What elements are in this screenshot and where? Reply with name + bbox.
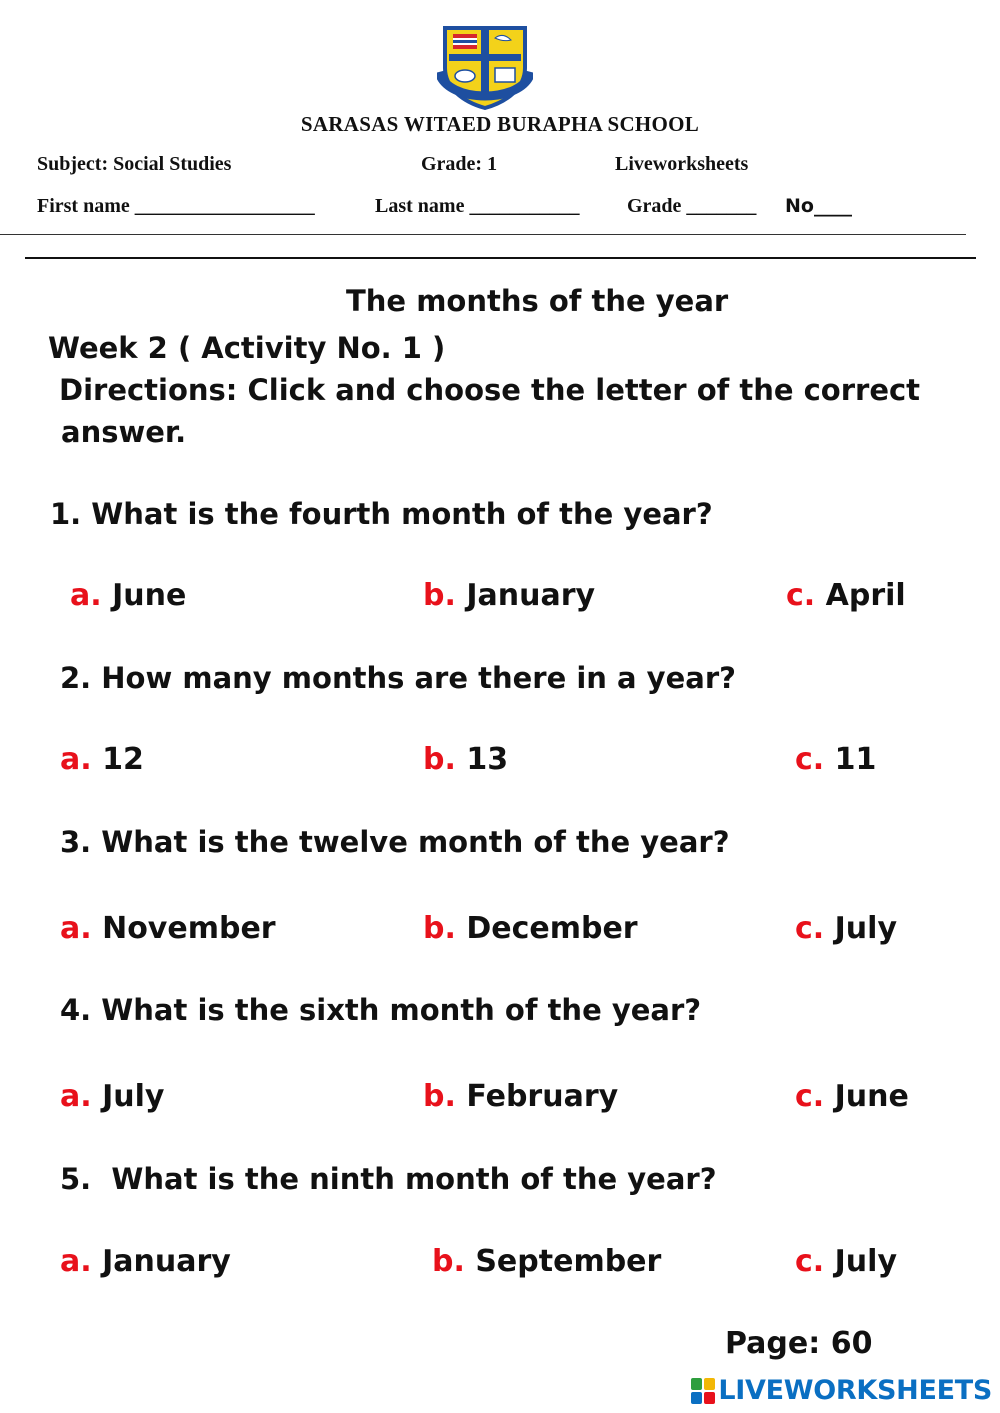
school-name: SARASAS WITAED BURAPHA SCHOOL bbox=[300, 112, 700, 136]
number-field[interactable] bbox=[785, 195, 852, 218]
q2-option-c[interactable] bbox=[795, 742, 876, 777]
option-text: 11 bbox=[834, 742, 877, 777]
option-letter: c. bbox=[795, 1244, 825, 1279]
option-text: June bbox=[112, 578, 187, 613]
q5-option-a[interactable] bbox=[60, 1244, 231, 1279]
q4-option-c[interactable] bbox=[795, 1079, 909, 1114]
q3-option-b[interactable] bbox=[423, 911, 638, 946]
q1-option-b[interactable] bbox=[423, 578, 595, 613]
option-text: January bbox=[466, 578, 596, 613]
q4-option-a[interactable] bbox=[60, 1079, 164, 1114]
last-name-field[interactable]: Last name ___________ bbox=[375, 195, 580, 217]
site-label: Liveworksheets bbox=[615, 153, 749, 175]
q2-option-a[interactable] bbox=[60, 742, 144, 777]
option-text: November bbox=[102, 911, 276, 946]
directions-line-1: Directions: Click and choose the letter of the correct bbox=[59, 373, 921, 407]
option-letter: b. bbox=[423, 742, 456, 777]
option-letter: c. bbox=[795, 742, 825, 777]
liveworksheets-wordmark: LIVEWORKSHEETS bbox=[718, 1375, 992, 1406]
q1-option-a[interactable] bbox=[70, 578, 186, 613]
option-text: February bbox=[466, 1079, 619, 1114]
page-number: Page: 60 bbox=[725, 1326, 873, 1361]
option-letter: a. bbox=[60, 911, 92, 946]
directions-line-2: answer. bbox=[61, 415, 187, 449]
header-divider bbox=[0, 234, 966, 235]
question-3: 3. What is the twelve month of the year? bbox=[60, 825, 730, 859]
q2-option-b[interactable] bbox=[423, 742, 508, 777]
question-4: 4. What is the sixth month of the year? bbox=[60, 993, 702, 1027]
question-5: 5. What is the ninth month of the year? bbox=[60, 1162, 717, 1196]
option-text: June bbox=[834, 1079, 909, 1114]
option-letter: b. bbox=[423, 578, 456, 613]
section-divider bbox=[25, 257, 976, 259]
option-letter: a. bbox=[60, 1079, 92, 1114]
week-heading: Week 2 ( Activity No. 1 ) bbox=[48, 331, 446, 365]
option-letter: c. bbox=[786, 578, 816, 613]
option-text: 12 bbox=[102, 742, 144, 777]
option-letter: a. bbox=[60, 742, 92, 777]
option-letter: b. bbox=[432, 1244, 465, 1279]
q1-option-c[interactable] bbox=[786, 578, 906, 613]
grade-field[interactable]: Grade _______ bbox=[627, 195, 757, 217]
option-text: September bbox=[475, 1244, 662, 1279]
school-crest-logo bbox=[437, 24, 533, 110]
q3-option-a[interactable] bbox=[60, 911, 276, 946]
liveworksheets-logo-icon bbox=[691, 1378, 715, 1404]
option-text: January bbox=[102, 1244, 231, 1279]
question-2: 2. How many months are there in a year? bbox=[60, 661, 736, 695]
q5-option-c[interactable] bbox=[795, 1244, 897, 1279]
option-letter: b. bbox=[423, 1079, 456, 1114]
subject-label: Subject: Social Studies bbox=[37, 153, 232, 175]
option-text: December bbox=[466, 911, 638, 946]
liveworksheets-watermark bbox=[691, 1375, 992, 1406]
grade-label: Grade: 1 bbox=[421, 153, 498, 175]
option-letter: b. bbox=[423, 911, 456, 946]
option-letter: a. bbox=[60, 1244, 92, 1279]
option-letter: c. bbox=[795, 1079, 825, 1114]
option-letter: a. bbox=[70, 578, 102, 613]
first-name-field[interactable]: First name __________________ bbox=[37, 195, 315, 217]
number-field-label: No____ bbox=[785, 195, 852, 217]
q5-option-b[interactable] bbox=[432, 1244, 661, 1279]
option-text: 13 bbox=[466, 742, 509, 777]
worksheet-title: The months of the year bbox=[346, 284, 729, 318]
option-letter: c. bbox=[795, 911, 825, 946]
q4-option-b[interactable] bbox=[423, 1079, 618, 1114]
option-text: July bbox=[834, 1244, 897, 1279]
q3-option-c[interactable] bbox=[795, 911, 897, 946]
option-text: April bbox=[825, 578, 906, 613]
option-text: July bbox=[834, 911, 897, 946]
question-1: 1. What is the fourth month of the year? bbox=[50, 497, 713, 531]
option-text: July bbox=[102, 1079, 165, 1114]
